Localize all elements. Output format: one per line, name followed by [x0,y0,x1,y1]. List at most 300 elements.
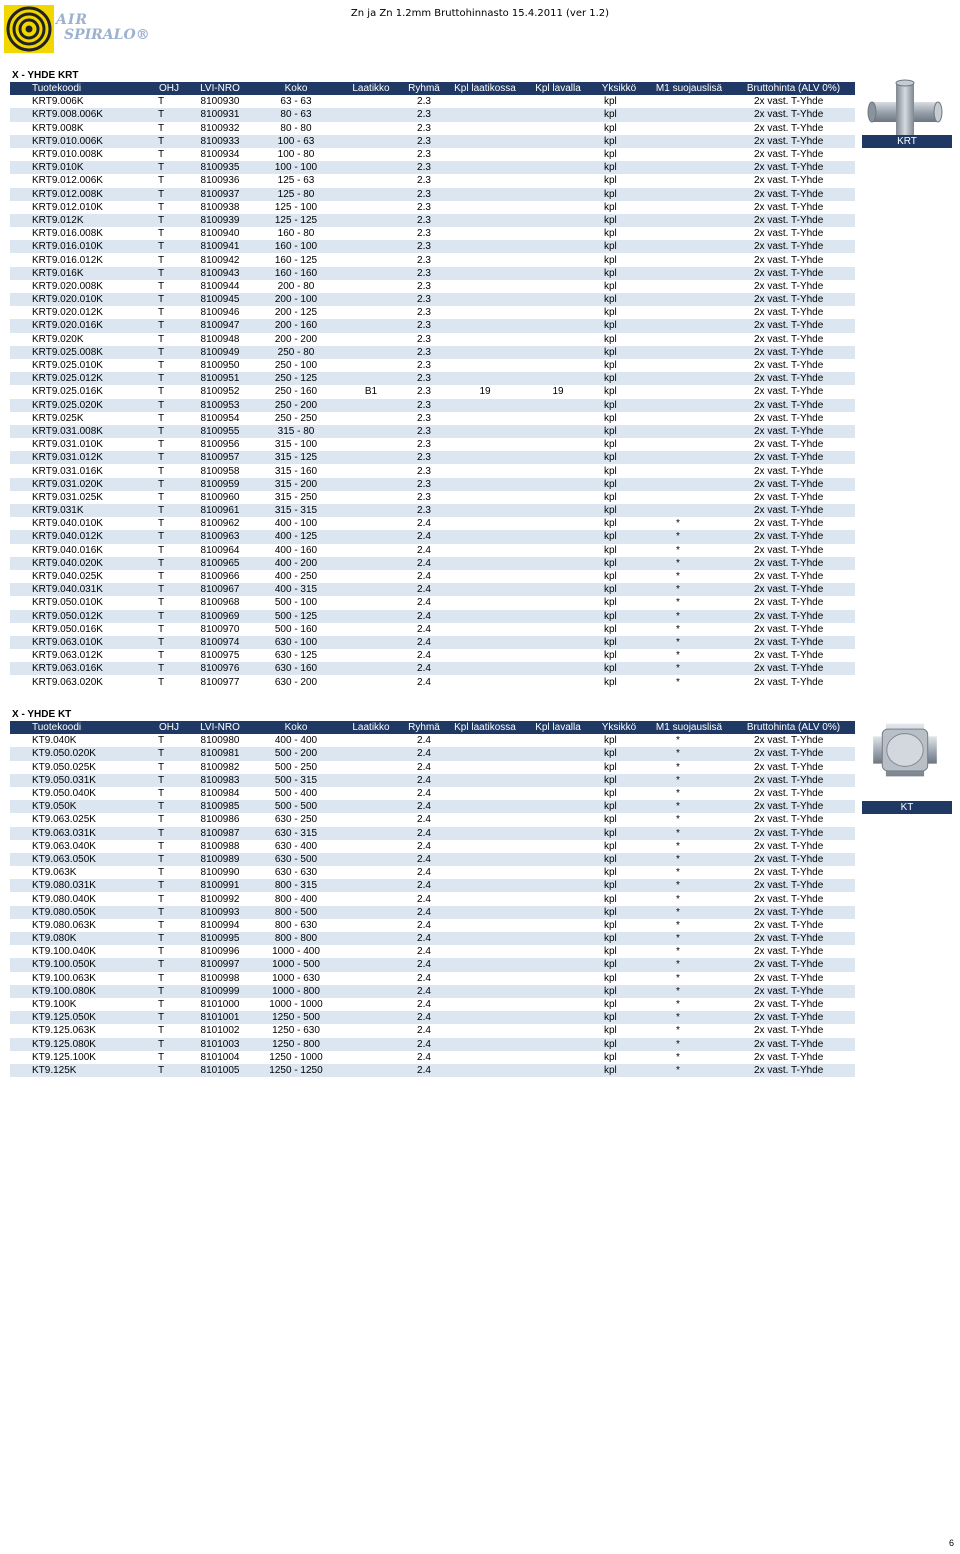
table-row [10,174,855,187]
table-cell: kpl [592,662,646,675]
table-cell: kpl [604,201,617,213]
table-cell: 200 - 200 [274,333,318,345]
table-row [10,1051,855,1064]
table-cell: T [150,399,188,412]
table-row [10,1038,855,1051]
table-cell: 2x vast. T-Yhde [732,985,855,998]
table-cell: KRT9.040.016K [32,544,103,556]
table-cell [524,372,592,385]
col-header: Yksikkö [592,82,646,95]
table-cell: kpl [604,597,617,609]
table-cell: 8100955 [188,425,252,438]
table-cell [340,853,402,866]
table-cell: KRT9.031.016K [32,465,103,477]
table-cell: 8101002 [200,1025,240,1037]
table-cell: KT9.125.063K [32,1025,96,1037]
table-cell [340,866,402,879]
table-cell: 2x vast. T-Yhde [754,1025,824,1037]
table-cell [340,253,402,266]
table-cell [446,372,524,385]
table-cell: KRT9.063.012K [32,650,103,662]
table-row [10,122,855,135]
table-cell [524,610,592,623]
table-cell: 630 - 400 [274,840,318,852]
table-cell: T [158,788,165,800]
table-row [10,734,855,747]
table-cell: * [676,650,680,662]
table-cell: T [158,544,165,556]
table-cell [446,214,524,227]
table-cell [340,319,402,332]
table-cell [446,122,524,135]
table-cell: 1250 - 800 [252,1038,340,1051]
table-cell: T [150,372,188,385]
table-cell: kpl [592,478,646,491]
table-cell: * [676,544,680,556]
table-cell: 2.4 [402,583,446,596]
table-cell [524,438,592,451]
table-cell [340,359,402,372]
table-cell: T [158,814,165,826]
table-cell: 800 - 315 [252,879,340,892]
table-cell [524,813,592,826]
table-cell [340,135,402,148]
table-cell [524,945,592,958]
page-number: 6 [948,1538,954,1548]
table-cell: 8100989 [188,853,252,866]
table-cell: KT9.050.031K [10,774,150,787]
table-cell [340,425,402,438]
table-cell [340,1051,402,1064]
table-cell: kpl [592,399,646,412]
table-row [10,319,855,332]
table-cell: 630 - 100 [252,636,340,649]
table-cell: T [150,161,188,174]
table-cell: 8100982 [200,761,240,773]
table-cell [340,1024,402,1037]
table-cell [340,267,402,280]
table-row [10,945,855,958]
table-cell: KT9.050.040K [32,788,96,800]
table-cell [524,1051,592,1064]
table-cell: T [150,425,188,438]
table-cell: KT9.063.040K [32,840,96,852]
table-cell: 800 - 400 [274,893,318,905]
table-cell [446,945,524,958]
table-cell: kpl [592,293,646,306]
table-cell: 8100980 [200,735,240,747]
table-cell [446,610,524,623]
table-cell [340,451,402,464]
table-cell [340,438,402,451]
table-cell: 2x vast. T-Yhde [732,188,855,201]
table-cell: KT9.125.100K [32,1051,96,1063]
table-cell: 2x vast. T-Yhde [754,254,824,266]
table-cell: 2.3 [402,214,446,227]
table-cell: 2x vast. T-Yhde [732,1038,855,1051]
table-cell: kpl [604,544,617,556]
table-cell [646,240,732,253]
table-cell: KRT9.020.010K [10,293,150,306]
table-cell: KT9.050.025K [32,761,96,773]
table-cell: 500 - 400 [274,788,318,800]
table-cell: KT9.080.050K [10,906,150,919]
table-cell [646,464,732,477]
table-cell [446,161,524,174]
table-cell: 2.3 [402,319,446,332]
table-cell [340,108,402,121]
table-cell: 8100935 [188,161,252,174]
col-header: Kpl laatikossa [446,721,524,734]
table-cell [646,451,732,464]
table-cell: kpl [604,840,617,852]
table-cell: kpl [592,346,646,359]
table-cell: * [646,985,732,998]
table-cell: 2.4 [402,530,446,543]
table-cell [524,399,592,412]
table-cell: T [150,747,188,760]
table-cell: 2x vast. T-Yhde [754,544,824,556]
spiral-logo-icon [4,5,54,53]
table-cell: 800 - 500 [252,906,340,919]
table-cell: 2x vast. T-Yhde [732,1064,855,1077]
table-cell: 2.3 [417,175,431,187]
table-cell: kpl [604,814,617,826]
table-cell: T [150,662,188,675]
table-cell [524,201,592,214]
table-cell: * [646,557,732,570]
table-cell: 8100981 [188,747,252,760]
table-cell: kpl [604,518,617,530]
table-cell: 160 - 160 [252,267,340,280]
table-cell: 2x vast. T-Yhde [754,571,824,583]
table-cell [524,359,592,372]
table-cell: 2.3 [417,465,431,477]
table-cell: 2.3 [402,240,446,253]
table-cell: 8100946 [200,307,240,319]
table-row [10,800,855,813]
table-row [10,359,855,372]
table-cell: 500 - 315 [252,774,340,787]
table-cell [524,544,592,557]
table-cell: * [646,774,732,787]
table-row [10,958,855,971]
table-cell: * [646,747,732,760]
table-cell [446,932,524,945]
table-row [10,306,855,319]
table-cell: kpl [592,451,646,464]
table-cell: kpl [604,386,617,398]
table-cell [646,346,732,359]
table-cell: 1000 - 500 [252,958,340,971]
table-cell [524,214,592,227]
table-cell: 2.4 [417,867,431,879]
table-cell [524,662,592,675]
table-cell [340,892,402,905]
table-cell: KRT9.040.010K [32,518,103,530]
table-cell: KRT9.006K [32,96,84,108]
table-cell: KRT9.016K [10,267,150,280]
table-cell: 8100944 [200,280,240,292]
table-cell [340,95,402,108]
table-cell: T [150,636,188,649]
table-cell: T [158,412,165,424]
table-cell: 2.3 [402,372,446,385]
table-cell: T [150,188,188,201]
table-cell: T [150,557,188,570]
table-row [10,813,855,826]
table-cell [340,972,402,985]
table-cell: T [158,386,165,398]
table-cell [340,201,402,214]
table-cell: T [158,254,165,266]
table-cell: kpl [604,676,617,688]
table-cell: KT9.100K [32,999,77,1011]
table-cell: 2x vast. T-Yhde [732,399,855,412]
table-cell: kpl [604,999,617,1011]
table-cell: T [158,96,165,108]
table-cell: 80 - 80 [280,122,312,134]
table-cell: 1000 - 1000 [269,999,323,1011]
table-cell: 8100936 [200,175,240,187]
table-cell: 8100969 [188,610,252,623]
table-cell [340,1038,402,1051]
price-table-krt [10,82,855,689]
table-cell [524,412,592,425]
table-cell: T [158,650,165,662]
table-cell: 250 - 200 [252,399,340,412]
table-cell: kpl [592,932,646,945]
table-cell [340,879,402,892]
table-cell [446,491,524,504]
table-cell: 8100940 [200,228,240,240]
table-cell: KRT9.025.010K [32,360,103,372]
table-cell: 2x vast. T-Yhde [754,788,824,800]
table-cell: 2x vast. T-Yhde [732,346,855,359]
table-cell [446,906,524,919]
table-cell: 2.4 [417,571,431,583]
table-cell: * [646,906,732,919]
table-row [10,1011,855,1024]
table-cell [646,412,732,425]
table-cell: T [150,451,188,464]
table-cell: 400 - 160 [274,544,318,556]
table-row [10,412,855,425]
table-cell [446,649,524,662]
table-cell: T [150,1064,188,1077]
table-cell: KRT9.025.020K [10,399,150,412]
table-row [10,372,855,385]
table-cell [340,675,402,688]
table-cell: 8100943 [188,267,252,280]
table-cell: 2.3 [417,149,431,161]
table-row [10,530,855,543]
table-cell: KT9.100.063K [32,972,96,984]
table-cell: KRT9.008.006K [10,108,150,121]
table-cell [446,761,524,774]
table-row [10,438,855,451]
table-cell: 8101004 [200,1051,240,1063]
table-cell: kpl [604,228,617,240]
table-cell [340,161,402,174]
table-row [10,504,855,517]
table-cell: 2.3 [402,161,446,174]
table-cell: B1 [364,386,378,398]
table-row [10,240,855,253]
table-cell: 63 - 63 [280,96,312,108]
table-cell: kpl [604,761,617,773]
table-cell: KT9.080.031K [10,879,150,892]
table-cell: 8100994 [200,919,240,931]
table-cell: 2.3 [417,201,431,213]
table-cell: kpl [592,267,646,280]
table-cell: 2x vast. T-Yhde [754,122,824,134]
table-cell: * [646,800,732,813]
table-cell: KT9.063K [32,867,77,879]
table-row [10,517,855,530]
table-cell: KRT9.031.008K [10,425,150,438]
table-cell: T [158,571,165,583]
table-cell [446,504,524,517]
table-cell: 2.4 [417,972,431,984]
table-cell: 2.4 [402,800,446,813]
table-cell: 8100984 [200,788,240,800]
table-cell [524,530,592,543]
table-cell: KRT9.025.008K [10,346,150,359]
table-cell [524,840,592,853]
table-cell: 100 - 80 [277,149,315,161]
table-cell: 2x vast. T-Yhde [754,650,824,662]
table-cell: 250 - 250 [274,412,318,424]
table-cell: 8100939 [188,214,252,227]
table-cell: 2.3 [402,504,446,517]
table-cell: 2x vast. T-Yhde [754,623,824,635]
table-cell: 500 - 250 [274,761,318,773]
table-cell: 19 [552,386,564,398]
table-cell: kpl [592,636,646,649]
table-cell: T [158,465,165,477]
table-cell: T [150,267,188,280]
table-cell: KRT9.012.008K [10,188,150,201]
table-cell: 2.4 [402,958,446,971]
table-cell: KRT9.031.025K [32,491,103,503]
table-cell: KT9.050.020K [10,747,150,760]
table-cell: 8100987 [188,827,252,840]
table-row [10,253,855,266]
table-cell: 2.4 [417,1025,431,1037]
table-cell [446,1011,524,1024]
table-cell: 2.4 [402,662,446,675]
table-cell: * [646,662,732,675]
table-cell: 8100975 [200,650,240,662]
table-cell [524,827,592,840]
table-cell: 2.3 [417,228,431,240]
table-cell: 630 - 630 [274,867,318,879]
table-cell: 250 - 125 [252,372,340,385]
table-cell: 8100968 [200,597,240,609]
table-cell: 1000 - 800 [252,985,340,998]
table-cell [446,425,524,438]
table-cell: 8100937 [188,188,252,201]
table-cell: 400 - 400 [274,735,318,747]
table-cell: 8100970 [200,623,240,635]
logo-wordmark: AIR SPIRALO® [56,12,150,43]
table-row [10,161,855,174]
table-cell: 160 - 100 [252,240,340,253]
table-cell: kpl [592,319,646,332]
table-cell [524,280,592,293]
table-cell [524,998,592,1011]
table-cell: 500 - 160 [274,623,318,635]
table-cell [446,1064,524,1077]
table-cell [524,636,592,649]
table-cell: 8100988 [200,840,240,852]
table-cell: 2x vast. T-Yhde [754,999,824,1011]
table-cell: 8100951 [188,372,252,385]
table-cell [446,675,524,688]
table-cell: 125 - 80 [252,188,340,201]
table-cell: 8100995 [188,932,252,945]
table-cell: KT9.063.025K [32,814,96,826]
table-cell: 2.3 [402,293,446,306]
table-cell [646,227,732,240]
table-cell: KRT9.063.010K [10,636,150,649]
table-cell: 315 - 80 [252,425,340,438]
table-cell: 8101001 [188,1011,252,1024]
table-cell: 2.3 [417,333,431,345]
table-cell [524,161,592,174]
table-cell: kpl [604,149,617,161]
col-header: Laatikko [340,721,402,734]
table-cell: 2.4 [417,814,431,826]
table-row [10,761,855,774]
table-cell: 2.3 [417,412,431,424]
table-cell: 8100999 [188,985,252,998]
table-cell: 8100997 [188,958,252,971]
table-row [10,636,855,649]
table-cell [340,280,402,293]
table-cell: 100 - 63 [252,135,340,148]
table-cell [524,557,592,570]
table-row [10,544,855,557]
table-cell: kpl [592,161,646,174]
table-cell [446,1038,524,1051]
table-cell [446,438,524,451]
table-cell: * [646,879,732,892]
table-cell [646,267,732,280]
table-cell: 2x vast. T-Yhde [732,774,855,787]
table-cell [524,293,592,306]
table-cell [446,135,524,148]
table-cell: 8100962 [200,518,240,530]
table-cell: 8100941 [188,240,252,253]
table-cell: T [150,985,188,998]
table-cell: kpl [592,879,646,892]
table-cell: 2x vast. T-Yhde [754,96,824,108]
table-cell: 2x vast. T-Yhde [732,425,855,438]
table-cell [524,135,592,148]
table-cell: kpl [604,333,617,345]
table-cell: 2x vast. T-Yhde [732,504,855,517]
table-cell [340,623,402,636]
table-cell [340,188,402,201]
table-cell: T [150,906,188,919]
table-cell: 2.3 [417,96,431,108]
col-header: Koko [252,82,340,95]
table-cell: kpl [604,280,617,292]
table-cell: 2.3 [417,491,431,503]
table-cell: KRT9.010.008K [32,149,103,161]
